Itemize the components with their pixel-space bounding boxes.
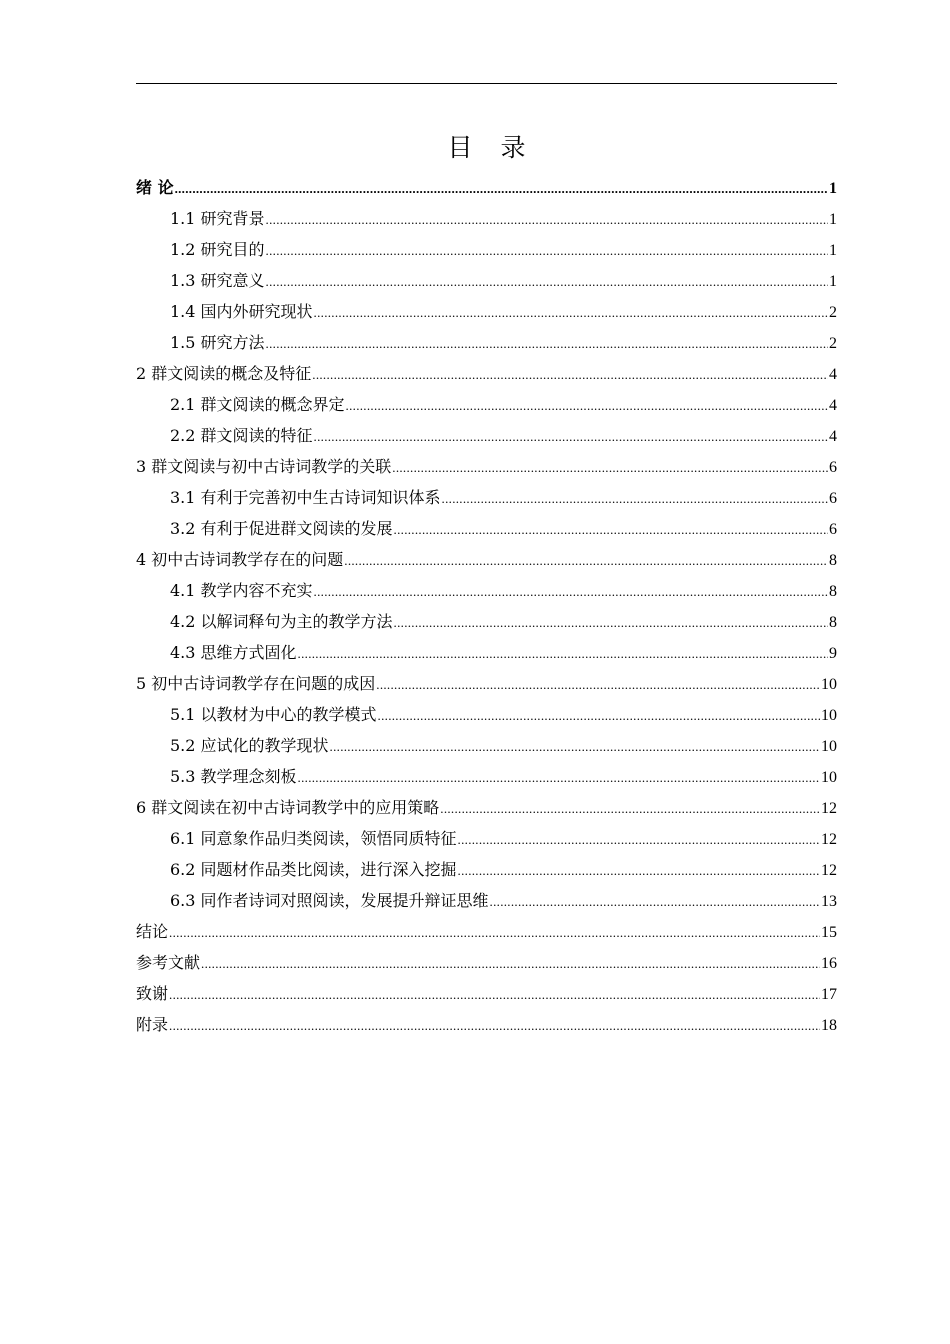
toc-dot-leader (314, 297, 828, 327)
toc-page-number: 2 (829, 304, 837, 321)
toc-page-number: 6 (829, 490, 837, 507)
toc-entry-label: 6 群文阅读在初中古诗词教学中的应用策略 (136, 798, 440, 817)
toc-entry[interactable] (136, 420, 837, 451)
toc-dot-leader (169, 1010, 820, 1040)
toc-entry[interactable] (136, 761, 837, 792)
toc-entry-label: 参考文献 (136, 953, 201, 972)
toc-page-number: 8 (829, 552, 837, 569)
toc-dot-leader (266, 328, 828, 358)
page-title: 目 录 (447, 133, 536, 162)
toc-entry[interactable] (136, 544, 837, 575)
toc-entry-label: 4 初中古诗词教学存在的问题 (136, 550, 344, 569)
toc-entry[interactable] (136, 885, 837, 916)
toc-entry-label: 3 群文阅读与初中古诗词教学的关联 (136, 457, 392, 476)
toc-entry-label: 1.2 研究目的 (170, 240, 265, 259)
toc-entry[interactable] (136, 482, 837, 513)
toc-entry-label: 1.4 国内外研究现状 (170, 302, 313, 321)
toc-page-number: 12 (821, 831, 837, 848)
toc-dot-leader (378, 700, 820, 730)
toc-page-number: 9 (829, 645, 837, 662)
toc-dot-leader (314, 421, 828, 451)
toc-entry-label: 2.2 群文阅读的特征 (170, 426, 313, 445)
toc-entry-label: 5.1 以教材为中心的教学模式 (170, 705, 377, 724)
toc-dot-leader (344, 545, 828, 575)
toc-dot-leader (458, 824, 820, 854)
toc-entry-label: 2 群文阅读的概念及特征 (136, 364, 312, 383)
toc-page-number: 17 (821, 986, 837, 1003)
toc-entry[interactable] (136, 389, 837, 420)
toc-dot-leader (440, 793, 820, 823)
toc-page-number: 4 (829, 428, 837, 445)
toc-entry-label: 6.1 同意象作品归类阅读，领悟同质特征 (170, 829, 457, 848)
toc-entry[interactable] (136, 265, 837, 296)
toc-entry-label: 2.1 群文阅读的概念界定 (170, 395, 345, 414)
toc-entry-label: 6.2 同题材作品类比阅读，进行深入挖掘 (170, 860, 457, 879)
toc-entry[interactable] (136, 606, 837, 637)
toc-entry-label: 1.1 研究背景 (170, 209, 265, 228)
toc-dot-leader (376, 669, 820, 699)
toc-page-number: 8 (829, 583, 837, 600)
toc-dot-leader (392, 452, 828, 482)
toc-page-number: 1 (829, 273, 837, 290)
toc-dot-leader (266, 266, 828, 296)
toc-dot-leader (346, 390, 828, 420)
toc-page-number: 4 (829, 397, 837, 414)
toc-page-number: 10 (821, 707, 837, 724)
toc-dot-leader (298, 638, 828, 668)
toc-page-number: 2 (829, 335, 837, 352)
toc-entry[interactable] (136, 854, 837, 885)
toc-entry[interactable] (136, 1009, 837, 1040)
toc-entry-label: 6.3 同作者诗词对照阅读，发展提升辩证思维 (170, 891, 489, 910)
toc-dot-leader (394, 607, 828, 637)
toc-entry[interactable] (136, 172, 837, 203)
toc-page-number: 12 (821, 862, 837, 879)
toc-page-number: 10 (821, 738, 837, 755)
toc-entry-label: 结论 (136, 922, 169, 941)
toc-page-number: 8 (829, 614, 837, 631)
toc-page-number: 4 (829, 366, 837, 383)
toc-entry-label: 绪 论 (136, 178, 174, 197)
toc-entry[interactable] (136, 234, 837, 265)
toc-entry-label: 附录 (136, 1015, 169, 1034)
toc-dot-leader (330, 731, 820, 761)
toc-page-number: 18 (821, 1017, 837, 1034)
toc-dot-leader (201, 948, 820, 978)
header-rule (136, 83, 837, 84)
toc-dot-leader (312, 359, 828, 389)
toc-page-number: 1 (829, 180, 837, 197)
toc-entry-label: 4.2 以解词释句为主的教学方法 (170, 612, 393, 631)
toc-dot-leader (490, 886, 820, 916)
toc-dot-leader (169, 917, 820, 947)
toc-page-number: 6 (829, 521, 837, 538)
toc-entry[interactable] (136, 947, 837, 978)
toc-entry-label: 致谢 (136, 984, 169, 1003)
toc-entry[interactable] (136, 575, 837, 606)
toc-page-number: 1 (829, 242, 837, 259)
toc-entry-label: 1.5 研究方法 (170, 333, 265, 352)
toc-entry-label: 1.3 研究意义 (170, 271, 265, 290)
toc-entry[interactable] (136, 668, 837, 699)
toc-entry-label: 3.1 有利于完善初中生古诗词知识体系 (170, 488, 441, 507)
toc-entry[interactable] (136, 327, 837, 358)
toc-page-number: 6 (829, 459, 837, 476)
toc-entry-label: 3.2 有利于促进群文阅读的发展 (170, 519, 393, 538)
toc-entry[interactable] (136, 513, 837, 544)
toc-page-number: 16 (821, 955, 837, 972)
toc-dot-leader (314, 576, 828, 606)
toc-entry[interactable] (136, 203, 837, 234)
toc-entry[interactable] (136, 978, 837, 1009)
toc-page-number: 12 (821, 800, 837, 817)
table-of-contents (136, 172, 837, 1040)
toc-entry[interactable] (136, 296, 837, 327)
toc-dot-leader (442, 483, 828, 513)
toc-entry-label: 4.3 思维方式固化 (170, 643, 297, 662)
toc-page-number: 13 (821, 893, 837, 910)
toc-page-number: 10 (821, 769, 837, 786)
toc-entry-label: 5 初中古诗词教学存在问题的成因 (136, 674, 376, 693)
toc-dot-leader (169, 979, 820, 1009)
toc-entry-label: 5.3 教学理念刻板 (170, 767, 297, 786)
toc-entry[interactable] (136, 916, 837, 947)
toc-page-number: 1 (829, 211, 837, 228)
toc-page-number: 10 (821, 676, 837, 693)
toc-dot-leader (266, 235, 828, 265)
toc-entry[interactable] (136, 792, 837, 823)
toc-entry[interactable] (136, 637, 837, 668)
toc-entry[interactable] (136, 451, 837, 482)
toc-entry[interactable] (136, 358, 837, 389)
toc-entry[interactable] (136, 730, 837, 761)
toc-dot-leader (175, 173, 828, 203)
toc-entry[interactable] (136, 699, 837, 730)
toc-dot-leader (394, 514, 828, 544)
toc-dot-leader (458, 855, 820, 885)
toc-dot-leader (298, 762, 820, 792)
toc-entry-label: 5.2 应试化的教学现状 (170, 736, 329, 755)
toc-dot-leader (266, 204, 828, 234)
toc-entry[interactable] (136, 823, 837, 854)
toc-page-number: 15 (821, 924, 837, 941)
toc-entry-label: 4.1 教学内容不充实 (170, 581, 313, 600)
